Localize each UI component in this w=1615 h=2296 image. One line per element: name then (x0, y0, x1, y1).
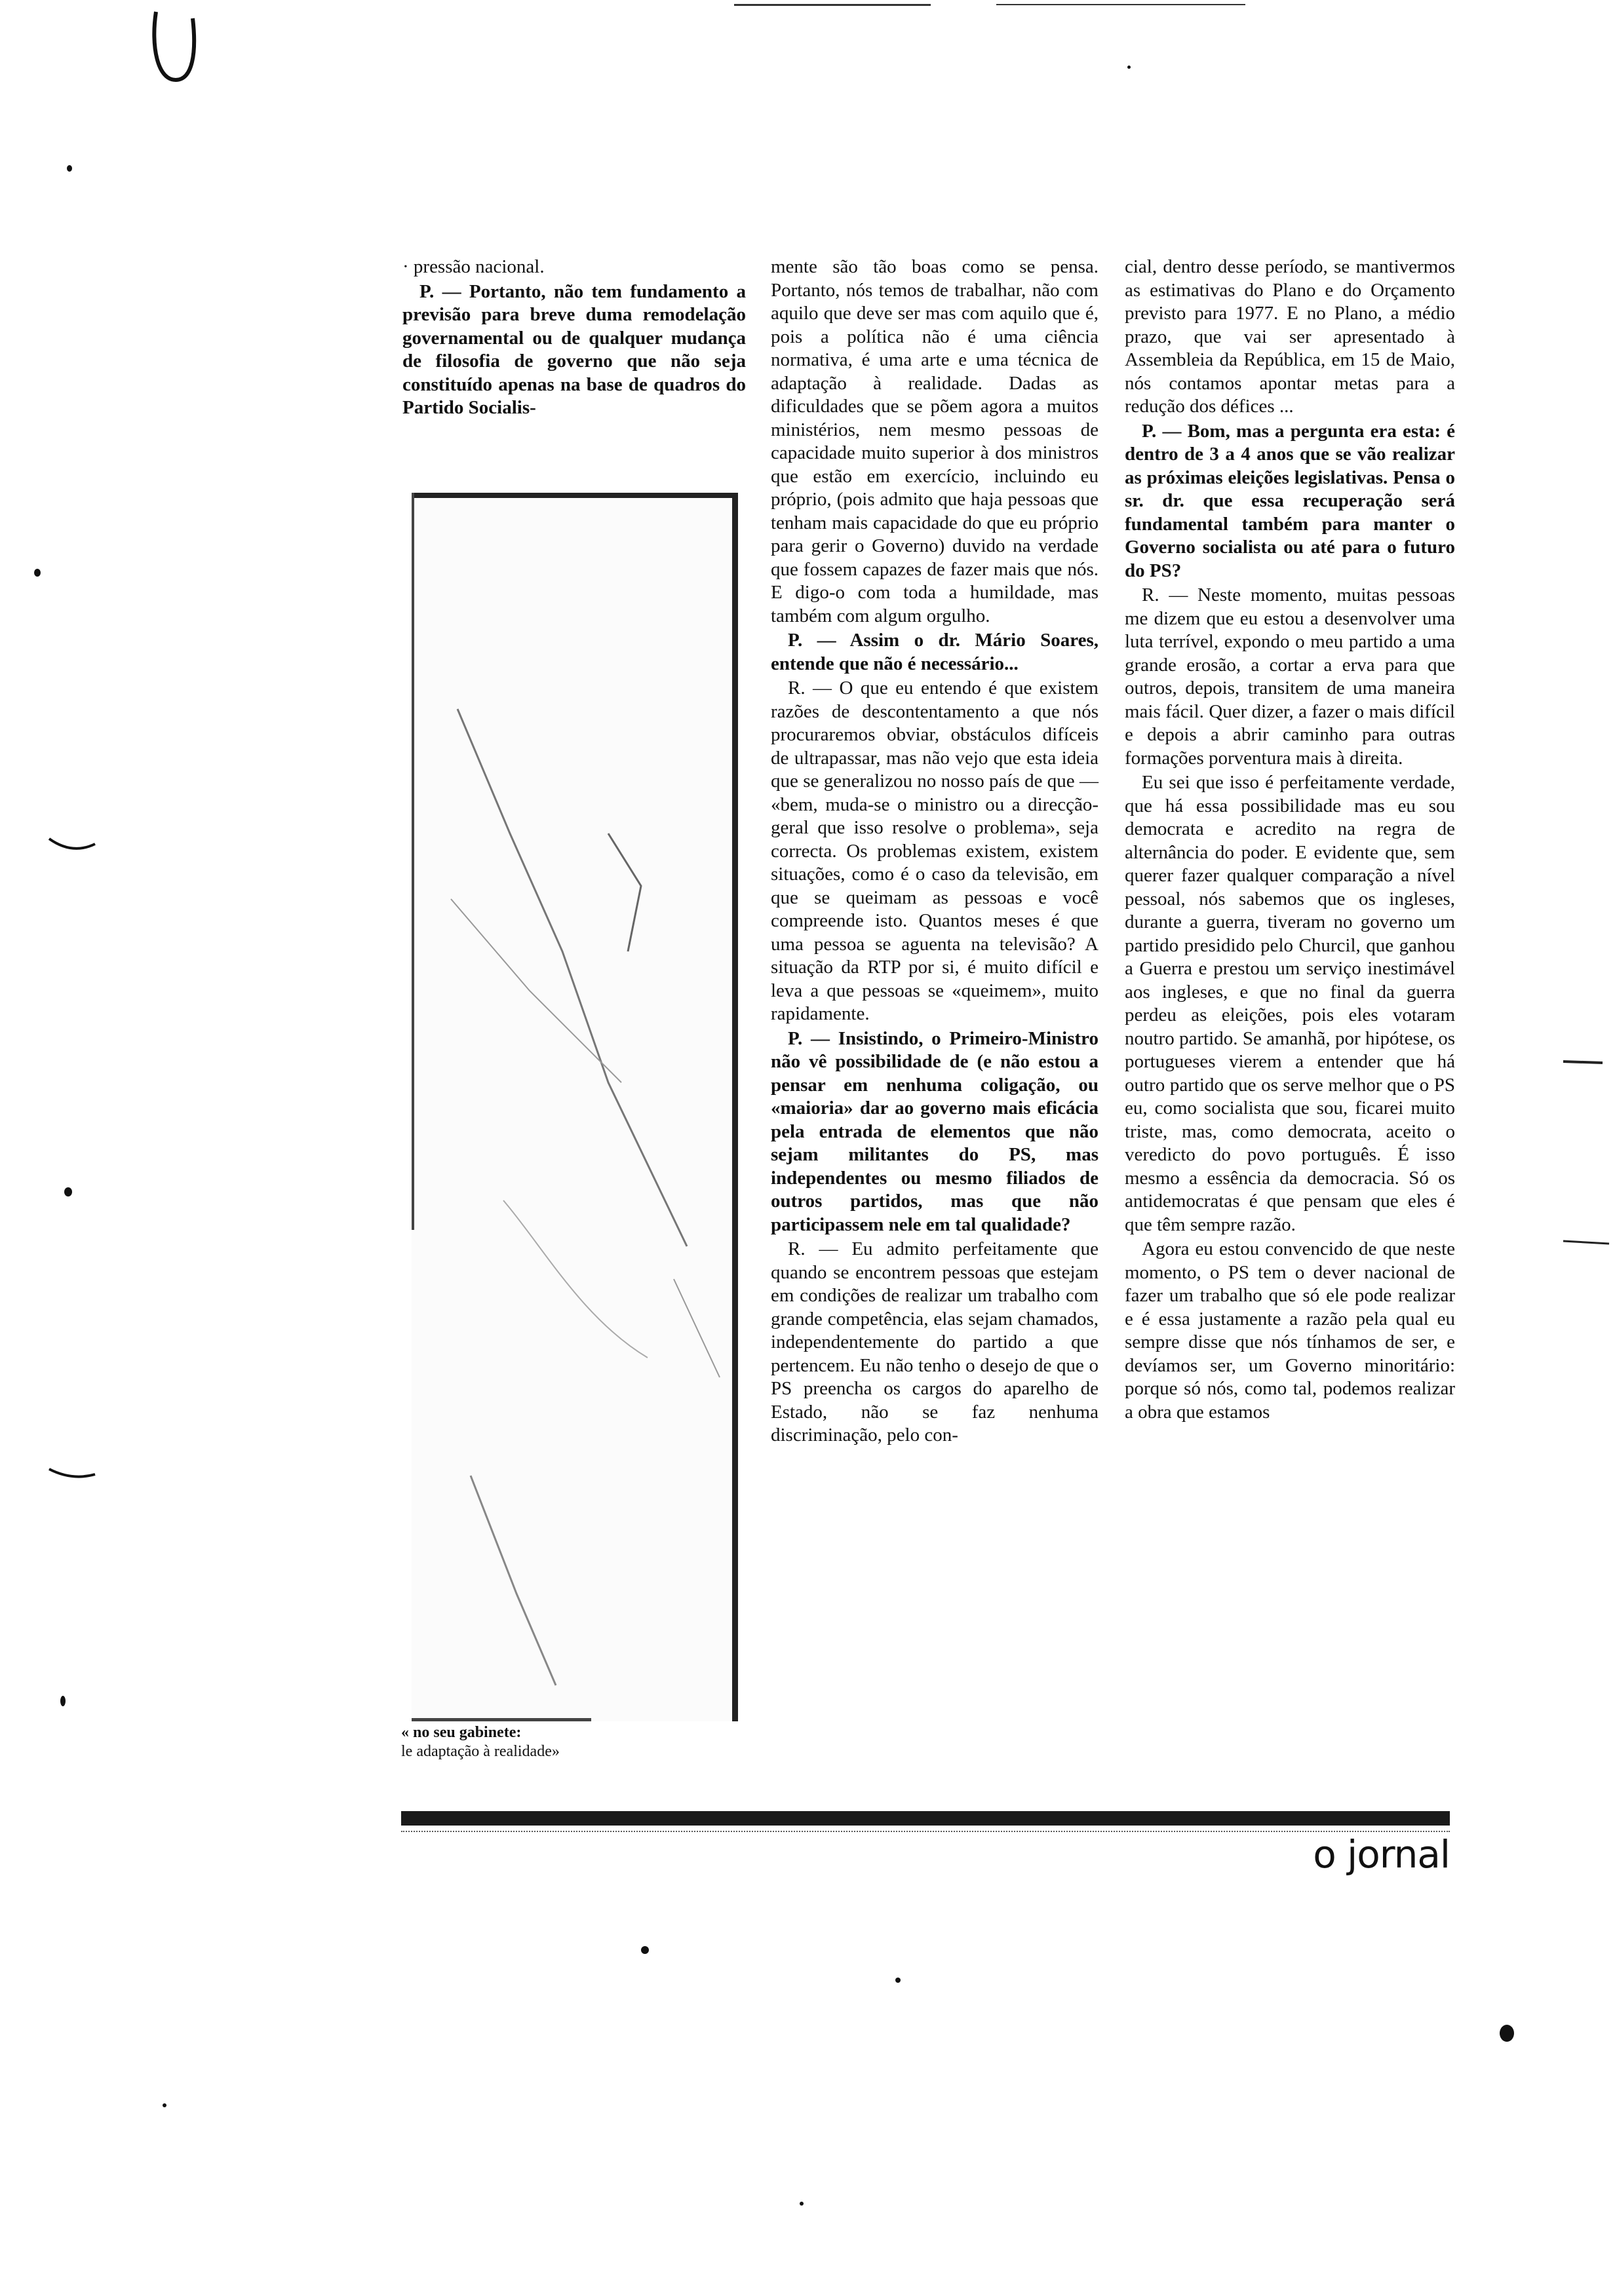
scan-speck (800, 2202, 804, 2206)
article-photo (412, 493, 738, 1721)
scan-speck (1127, 66, 1131, 69)
faded-photo-figure (412, 493, 738, 1721)
question-paragraph: P. — Assim o dr. Mário Soares, entende que não é necessário... (771, 630, 1099, 674)
scan-mark (46, 832, 98, 858)
article-column-1 (402, 256, 746, 421)
answer-paragraph: R. — O que eu entendo é que existem razões de descontentamento a que nós procuraremos obviar, obstáculos difíceis de ultrapassar, mas não vejo que esta ideia que se generalizou no nosso país de que — «bem, muda-se o ministro ou a direcção-geral que isso resolve o problema», seja correcta. Os problemas existem, existem situações, como é o caso da televisão, em que se queimam as pessoas e você compreende isto. Quantos meses é que uma pessoa se aguenta na televisão? A situação da RTP por si, é muito difícil e leva a que pessoas se «queimem», muito rapidamente. (771, 678, 1099, 1024)
scan-speck (60, 1696, 66, 1706)
footer-rule (401, 1811, 1450, 1826)
question-paragraph: P. — Insistindo, o Primeiro-Ministro não vê possibilidade de (e não estou a pensar em nenhuma coligação, ou «maioria» dar ao governo mais eficácia pela entrada de elementos que não sejam militantes do PS, mas independentes ou mesmo filiados de outros partidos, mas que não participassem nele em tal qualidade? (771, 1027, 1099, 1235)
scan-speck (1500, 2025, 1514, 2042)
scan-speck (67, 165, 72, 172)
paragraph: cial, dentro desse período, se mantivermos as estimativas do Plano e do Orçamento previsto para 1977. E no Plano, a médio prazo, que vai ser apresentado à Assembleia da República, em 15 de Maio, nós contamos apontar metas para a redução dos défices ... (1125, 256, 1455, 417)
publication-masthead: o jornal (1313, 1832, 1450, 1877)
paragraph: Eu sei que isso é perfeitamente verdade, que há essa possibilidade mas eu sou democrata e acredito na regra de alternância do poder. E evidente que, sem querer fazer qualquer comparação a nível pessoal, nós sabemos que os ingleses, durante a guerra, tiveram no governo um partido presidido pelo Churcil, que ganhou a Guerra e prestou um serviço inestimável aos ingleses, e que no final da guerra perdeu as eleições, pois eles votaram noutro partido. Se amanhã, por hipótese, os portugueses vierem a entender que há outro partido que os serve melhor que o PS eu, como socialista que sou, ficarei muito triste, mas, como democrata, aceito o veredicto do povo português. É isso mesmo a essência da democracia. Só os antidemocratas é que pensam que eles é que têm sempre razão. (1125, 772, 1455, 1235)
scan-mark (1560, 1048, 1606, 1075)
scan-speck (895, 1978, 901, 1983)
paragraph: Agora eu estou convencido de que neste momento, o PS tem o dever nacional de fazer um trabalho que só ele pode realizar e é essa justamente a razão pela qual eu sempre disse que nós tínhamos de ser, e devíamos ser, um Governo minoritário: porque só nós, como tal, podemos realizar a obra que estamos (1125, 1238, 1455, 1423)
caption-line: « no seu gabinete: (401, 1724, 522, 1741)
scan-mark (1560, 1232, 1612, 1252)
scan-speck (64, 1187, 72, 1196)
scan-mark (46, 1461, 98, 1487)
answer-paragraph: R. — Eu admito perfeitamente que quando se encontrem pessoas que estejam em condições de realizar um trabalho com grande competência, elas sejam chamados, independentemente do partido a que pertencem. Eu não tenho o desejo de que o PS preencha os cargos do aparelho de Estado, não se faz nenhuma discriminação, pelo con- (771, 1238, 1099, 1445)
photo-caption (401, 1723, 703, 1761)
handwritten-u-mark (144, 7, 203, 85)
scan-speck (34, 569, 41, 577)
top-edge-stroke (734, 4, 931, 6)
article-column-2 (771, 256, 1099, 1449)
question-paragraph: P. — Portanto, não tem fundamento a previsão para breve duma remodelação governamental ou de qualquer mudança de filosofia de governo que não seja constituído apenas na base de quadros do Partido Socialis- (402, 280, 746, 418)
answer-paragraph: R. — Neste momento, muitas pessoas me dizem que eu estou a desenvolver uma luta terrível, expondo o meu partido a uma grande erosão, a cortar a erva para que outros, depois, transitem de uma maneira mais fácil. Quer dizer, a fazer o mais difícil e depois a abrir caminho para outras formações porventura mais à direita. (1125, 584, 1455, 769)
paragraph: mente são tão boas como se pensa. Portanto, nós temos de trabalhar, não com aquilo que deve ser mas com aquilo que é, pois a política não é uma ciência normativa, é uma arte e uma técnica de adaptação à realidade. Dadas as dificuldades que se põem agora a muitos ministérios, nem mesmo pessoas de capacidade muito superior à dos ministros que estão em exercício, incluindo eu próprio, (pois admito que haja pessoas que tenham mais capacidade do que eu próprio para gerir o Governo) duvido na verdade que fossem capazes de fazer mais que nós. E digo-o com toda a humildade, mas também com algum orgulho. (771, 256, 1099, 626)
caption-line: le adaptação à realidade» (401, 1743, 560, 1760)
question-paragraph: P. — Bom, mas a pergunta era esta: é dentro de 3 a 4 anos que se vão realizar as próximas eleições legislativas. Pensa o sr. dr. que essa recuperação será fundamental também para manter o Governo socialista ou até para o futuro do PS? (1125, 420, 1455, 581)
paragraph: · pressão nacional. (402, 256, 545, 277)
scan-speck (163, 2103, 166, 2107)
article-column-3 (1125, 256, 1455, 1425)
scan-speck (641, 1946, 649, 1954)
top-edge-stroke (996, 4, 1245, 5)
